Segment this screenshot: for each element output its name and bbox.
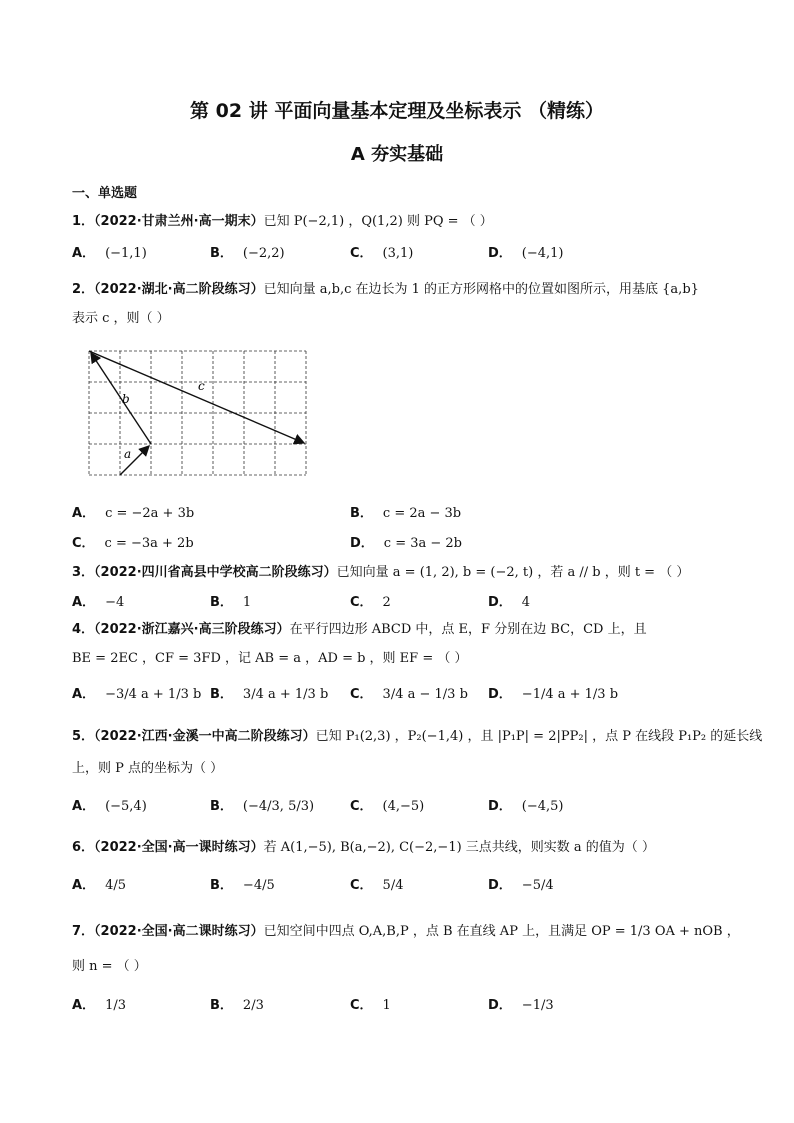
section-heading: 一、单选题 [72, 186, 138, 201]
question-1: 1．（2022·甘肃兰州·高一期末）已知 P(−2,1) ，Q(1,2) 则 PQ = （ ） [72, 214, 493, 229]
vector-b-label: b [122, 392, 130, 406]
q4-option-d: D． −1/4 a + 1/3 b [488, 687, 619, 702]
q7-option-a: A． 1/3 [72, 998, 126, 1013]
vector-c-label: c [198, 379, 205, 393]
question-3: 3．（2022·四川省高县中学校高二阶段练习）已知向量 a = (1, 2), b = (−2, t) ，若 a // b ，则 t = （ ） [72, 565, 690, 580]
q1-option-c: C． (3,1) [350, 246, 414, 261]
q2-option-b: B． c = 2a − 3b [350, 506, 462, 521]
q6-option-c: C． 5/4 [350, 878, 404, 893]
q7-option-b: B． 2/3 [210, 998, 264, 1013]
q6-option-b: B． −4/5 [210, 878, 275, 893]
question-4-cont: BE = 2EC ，CF = 3FD ，记 AB = a ，AD = b ，则 EF = （ ） [72, 651, 468, 666]
question-2-cont: 表示 c ，则（ ） [72, 311, 170, 326]
q2-option-a: A． c = −2a + 3b [72, 506, 195, 521]
q1-option-d: D． (−4,1) [488, 246, 564, 261]
page-subtitle: A 夯实基础 [350, 144, 444, 165]
vector-a-label: a [124, 447, 132, 461]
question-6: 6．（2022·全国·高一课时练习）若 A(1,−5), B(a,−2), C(−2,−1) 三点共线，则实数 a 的值为（ ） [72, 840, 655, 855]
q7-option-c: C． 1 [350, 998, 391, 1013]
grid-lines [89, 351, 306, 475]
q3-option-b: B． 1 [210, 595, 252, 610]
question-5-cont: 上，则 P 点的坐标为（ ） [72, 761, 224, 776]
q3-option-a: A． −4 [72, 595, 125, 610]
q7-option-d: D． −1/3 [488, 998, 554, 1013]
q3-option-d: D． 4 [488, 595, 531, 610]
q6-option-a: A． 4/5 [72, 878, 126, 893]
q6-option-d: D． −5/4 [488, 878, 554, 893]
page-title: 第 02 讲 平面向量基本定理及坐标表示 （精练） [190, 100, 604, 122]
question-7: 7．（2022·全国·高二课时练习）已知空间中四点 O,A,B,P ，点 B 在直线 AP 上，且满足 OP = 1/3 OA + nOB ， [72, 924, 740, 939]
question-5: 5．（2022·江西·金溪一中高二阶段练习）已知 P₁(2,3) ，P₂(−1,4) ，且 |P₁P| = 2|PP₂| ，点 P 在线段 P₁P₂ 的延长线 [72, 729, 763, 744]
question-2: 2．（2022·湖北·高二阶段练习）已知向量 a,b,c 在边长为 1 的正方形网格中的位置如图所示，用基底 {a,b} [72, 282, 699, 297]
q2-option-c: C． c = −3a + 2b [72, 536, 194, 551]
q5-option-b: B． (−4/3, 5/3) [210, 799, 315, 814]
q3-option-c: C． 2 [350, 595, 391, 610]
vector-b-arrow [91, 353, 151, 444]
vector-grid-figure [86, 348, 316, 482]
q4-option-a: A． −3/4 a + 1/3 b [72, 687, 202, 702]
q1-option-b: B． (−2,2) [210, 246, 285, 261]
q1-option-a: A． (−1,1) [72, 246, 147, 261]
q4-option-b: B． 3/4 a + 1/3 b [210, 687, 329, 702]
q5-option-d: D． (−4,5) [488, 799, 564, 814]
question-7-cont: 则 n = （ ） [72, 959, 147, 974]
q5-option-a: A． (−5,4) [72, 799, 147, 814]
q5-option-c: C． (4,−5) [350, 799, 425, 814]
question-4: 4．（2022·浙江嘉兴·高三阶段练习）在平行四边形 ABCD 中，点 E，F 分别在边 BC，CD 上，且 [72, 622, 647, 637]
q2-option-d: D． c = 3a − 2b [350, 536, 463, 551]
q4-option-c: C． 3/4 a − 1/3 b [350, 687, 468, 702]
